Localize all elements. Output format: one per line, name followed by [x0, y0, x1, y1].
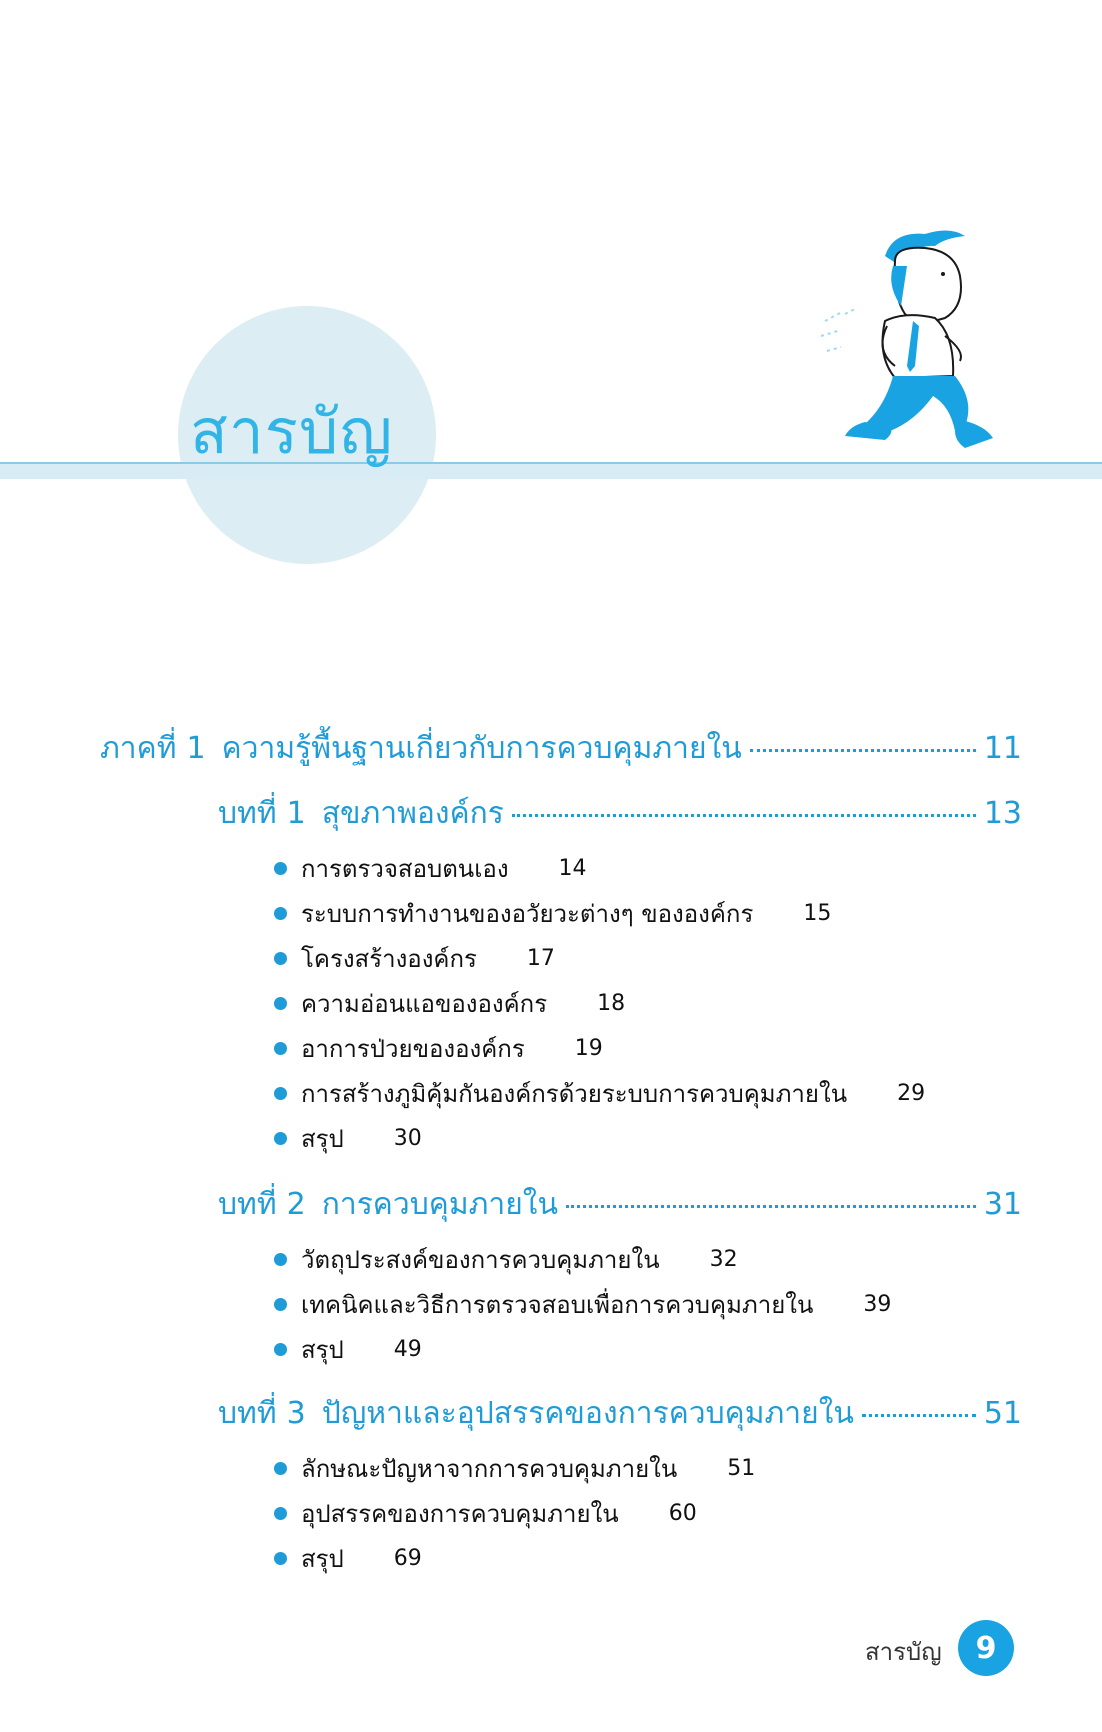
leader-dots — [566, 1205, 976, 1208]
toc-item[interactable] — [274, 1116, 925, 1161]
leader-dots — [750, 749, 976, 752]
bullet-icon — [274, 952, 287, 965]
item-text: อุปสรรคของการควบคุมภายใน — [301, 1500, 619, 1528]
bullet-icon — [274, 1552, 287, 1565]
item-text: อาการป่วยขององค์กร — [301, 1035, 525, 1063]
item-text: สรุป — [301, 1336, 344, 1364]
footer-label: สารบัญ — [865, 1638, 942, 1666]
bullet-icon — [274, 1253, 287, 1266]
chapter-title: สุขภาพองค์กร — [321, 796, 504, 831]
leader-dots — [512, 814, 976, 817]
bullet-icon — [274, 1132, 287, 1145]
toc-item[interactable] — [274, 1536, 755, 1581]
item-page: 19 — [574, 1036, 603, 1061]
item-page: 15 — [803, 901, 832, 926]
item-text: ความอ่อนแอขององค์กร — [301, 990, 548, 1018]
leader-dots — [862, 1414, 976, 1417]
page-number-badge: 9 — [958, 1620, 1014, 1676]
chapter-number: 3 — [286, 1396, 306, 1431]
chapter-label: บทที่ — [218, 1187, 277, 1222]
bullet-icon — [274, 1042, 287, 1055]
toc-item[interactable] — [274, 1327, 891, 1372]
item-page: 18 — [597, 991, 626, 1016]
toc-chapter-1[interactable] — [218, 794, 1022, 834]
part-title: ความรู้พื้นฐานเกี่ยวกับการควบคุมภายใน — [221, 731, 742, 766]
toc-item[interactable] — [274, 891, 925, 936]
item-page: 17 — [526, 946, 555, 971]
toc-chapter-3[interactable] — [218, 1394, 1022, 1434]
part-page: 11 — [983, 731, 1022, 766]
bullet-icon — [274, 1298, 287, 1311]
bullet-icon — [274, 1087, 287, 1100]
item-page: 39 — [863, 1292, 892, 1317]
item-text: โครงสร้างองค์กร — [301, 945, 477, 973]
toc-item[interactable] — [274, 1491, 755, 1536]
toc-item[interactable] — [274, 936, 925, 981]
toc-item[interactable] — [274, 1071, 925, 1116]
item-page: 14 — [558, 856, 587, 881]
chapter-page: 13 — [983, 796, 1022, 831]
toc-item[interactable] — [274, 1282, 891, 1327]
walking-man-icon — [815, 226, 1000, 466]
part-number: 1 — [186, 731, 206, 766]
item-text: ระบบการทำงานของอวัยวะต่างๆ ขององค์กร — [301, 900, 754, 928]
item-text: การตรวจสอบตนเอง — [301, 855, 509, 883]
item-text: การสร้างภูมิคุ้มกันองค์กรด้วยระบบการควบคุมภายใน — [301, 1080, 848, 1108]
chapter-label: บทที่ — [218, 1396, 277, 1431]
toc-item[interactable] — [274, 1237, 891, 1282]
chapter-page: 51 — [983, 1396, 1022, 1431]
chapter-page: 31 — [983, 1187, 1022, 1222]
item-page: 30 — [393, 1126, 422, 1151]
item-text: เทคนิคและวิธีการตรวจสอบเพื่อการควบคุมภายใน — [301, 1291, 814, 1319]
item-page: 29 — [897, 1081, 926, 1106]
chapter-label: บทที่ — [218, 796, 277, 831]
item-text: ลักษณะปัญหาจากการควบคุมภายใน — [301, 1455, 678, 1483]
item-page: 69 — [393, 1546, 422, 1571]
chapter-title: การควบคุมภายใน — [321, 1187, 558, 1222]
toc-item[interactable] — [274, 1446, 755, 1491]
chapter-number: 1 — [286, 796, 306, 831]
chapter-1-items — [274, 846, 925, 1161]
bullet-icon — [274, 997, 287, 1010]
item-page: 49 — [393, 1337, 422, 1362]
item-text: วัตถุประสงค์ของการควบคุมภายใน — [301, 1246, 660, 1274]
chapter-3-items — [274, 1446, 755, 1581]
toc-part-1[interactable] — [100, 729, 1022, 769]
item-text: สรุป — [301, 1545, 344, 1573]
item-text: สรุป — [301, 1125, 344, 1153]
chapter-number: 2 — [286, 1187, 306, 1222]
item-page: 60 — [668, 1501, 697, 1526]
toc-chapter-2[interactable] — [218, 1185, 1022, 1225]
bullet-icon — [274, 907, 287, 920]
toc-item[interactable] — [274, 1026, 925, 1071]
toc-item[interactable] — [274, 846, 925, 891]
bullet-icon — [274, 1507, 287, 1520]
part-label: ภาคที่ — [100, 731, 177, 766]
page-title: สารบัญ — [190, 395, 394, 468]
chapter-2-items — [274, 1237, 891, 1372]
item-page: 51 — [727, 1456, 756, 1481]
bullet-icon — [274, 1343, 287, 1356]
bullet-icon — [274, 862, 287, 875]
bullet-icon — [274, 1462, 287, 1475]
chapter-title: ปัญหาและอุปสรรคของการควบคุมภายใน — [321, 1396, 854, 1431]
toc-item[interactable] — [274, 981, 925, 1026]
item-page: 32 — [709, 1247, 738, 1272]
